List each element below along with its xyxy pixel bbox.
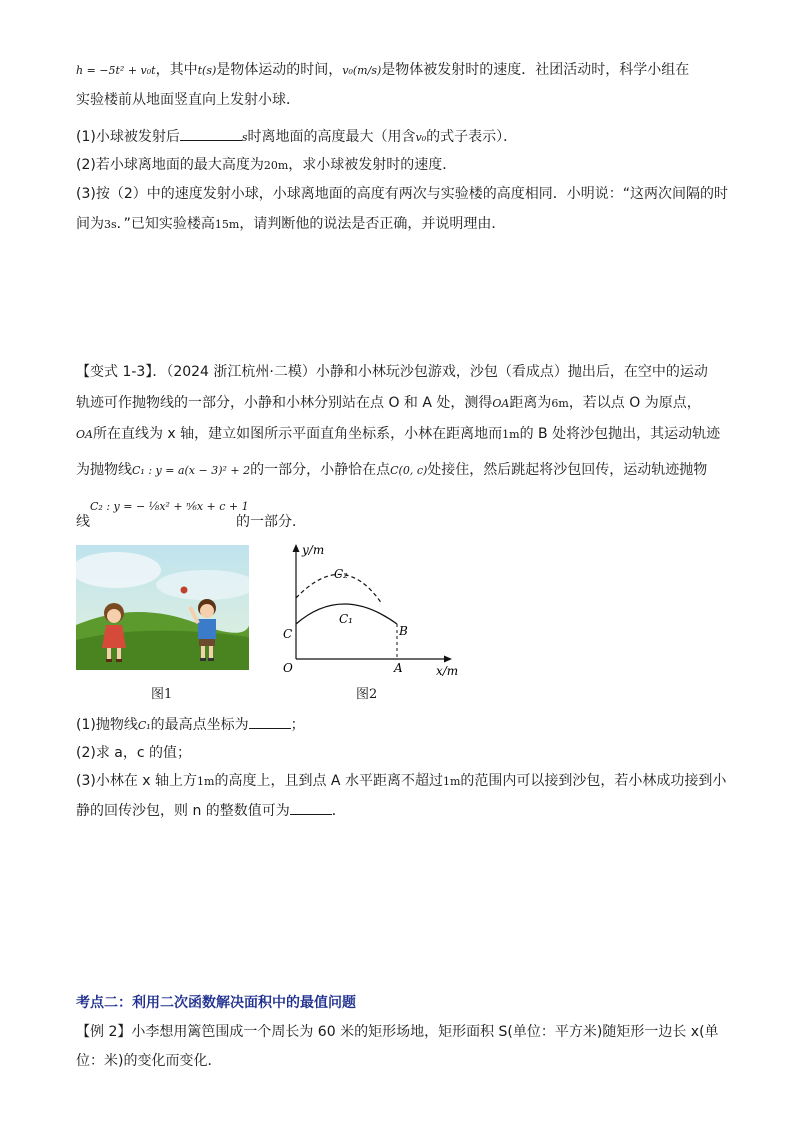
- variant-line-4: 为抛物线C₁ : y = a(x − 3)² + 2的一部分，小静恰在点C(0, c)处接住，然后跳起将沙包回传，运动轨迹抛物: [76, 462, 708, 478]
- x-axis-label: x/m: [436, 664, 459, 678]
- variant-label: 【变式 1-3】: [76, 364, 153, 380]
- variant-line-1: 【变式 1-3】．（2024 浙江杭州·二模）小静和小林玩沙包游戏，沙包（看成点）抛出后，在空中的运动: [76, 364, 708, 380]
- question-2: (2)若小球离地面的最大高度为20m，求小球被发射时的速度．: [76, 157, 457, 173]
- variant-line-3: OA所在直线为 x 轴，建立如图所示平面直角坐标系，小林在距离地而1m的 B 处将沙包抛出，其运动轨迹: [76, 426, 721, 442]
- answer-blank-1[interactable]: [180, 126, 242, 141]
- y-axis-label: y/m: [302, 543, 325, 557]
- figure-1-illustration: [76, 545, 249, 670]
- answer-blank-3[interactable]: [290, 800, 332, 815]
- answer-blank-2[interactable]: [249, 714, 291, 729]
- subquestion-1: (1)抛物线C₁的最高点坐标为 ；: [76, 714, 305, 736]
- point-b-label: B: [399, 624, 408, 638]
- intro-line-1: h = −5t² + v₀t，其中t(s)是物体运动的时间，v₀(m/s)是物体被发射时的速度．社团活动时，科学小组在: [76, 62, 690, 78]
- figure-2-diagram: [276, 538, 466, 683]
- point-c-label: C: [283, 627, 293, 641]
- parabola-c1-equation: C₁ : y = a(x − 3)² + 2: [132, 464, 251, 477]
- question-1: (1)小球被发射后 s时离地面的高度最大（用含v₀的式子表示）．: [76, 126, 517, 148]
- example-2-line-1: 【例 2】小李想用篱笆围成一个周长为 60 米的矩形场地，矩形面积 S(单位：平方米)随矩形一边长 x(单: [76, 1024, 719, 1040]
- question-3-line-1: (3)按（2）中的速度发射小球，小球离地面的高度有两次与实验楼的高度相同．小明说：“这两次间隔的时: [76, 186, 728, 202]
- variant-line-2: 轨迹可作抛物线的一部分，小静和小林分别站在点 O 和 A 处，测得OA距离为6m，若以点 O 为原点，: [76, 395, 701, 411]
- figure-1-caption: 图1: [151, 687, 173, 702]
- parabola-c2-equation: C₂ : y = − ⅛x² + ⁿ⁄₆x + c + 1: [90, 500, 249, 513]
- figure-2-caption: 图2: [356, 687, 378, 702]
- origin-label: O: [283, 661, 293, 675]
- x-axis-arrow: [444, 656, 452, 663]
- subquestion-3-line-2: 静的回传沙包，则 n 的整数值可为 ．: [76, 800, 346, 821]
- example-label: 【例 2】: [76, 1024, 132, 1040]
- question-3-line-2: 间为3s．”已知实验楼高15m，请判断他的说法是否正确，并说明理由．: [76, 216, 506, 232]
- c2-label: C₂: [334, 567, 348, 581]
- intro-line-2: 实验楼前从地面竖直向上发射小球．: [76, 92, 300, 108]
- subquestion-3-line-1: (3)小林在 x 轴上方1m的高度上，且到点 A 水平距离不超过1m的范围内可以接到沙包，若小林成功接到小: [76, 773, 727, 789]
- variant-line-5: 线 的一部分．: [76, 514, 306, 530]
- c1-label: C₁: [339, 612, 353, 626]
- y-axis-arrow: [293, 544, 300, 552]
- height-formula: h = −5t² + v₀t: [76, 64, 156, 77]
- section-title: 考点二：利用二次函数解决面积中的最值问题: [76, 995, 356, 1011]
- subquestion-2: (2)求 a，c 的值；: [76, 745, 192, 761]
- point-a-label: A: [394, 661, 403, 675]
- example-2-line-2: 位：米)的变化而变化．: [76, 1053, 222, 1069]
